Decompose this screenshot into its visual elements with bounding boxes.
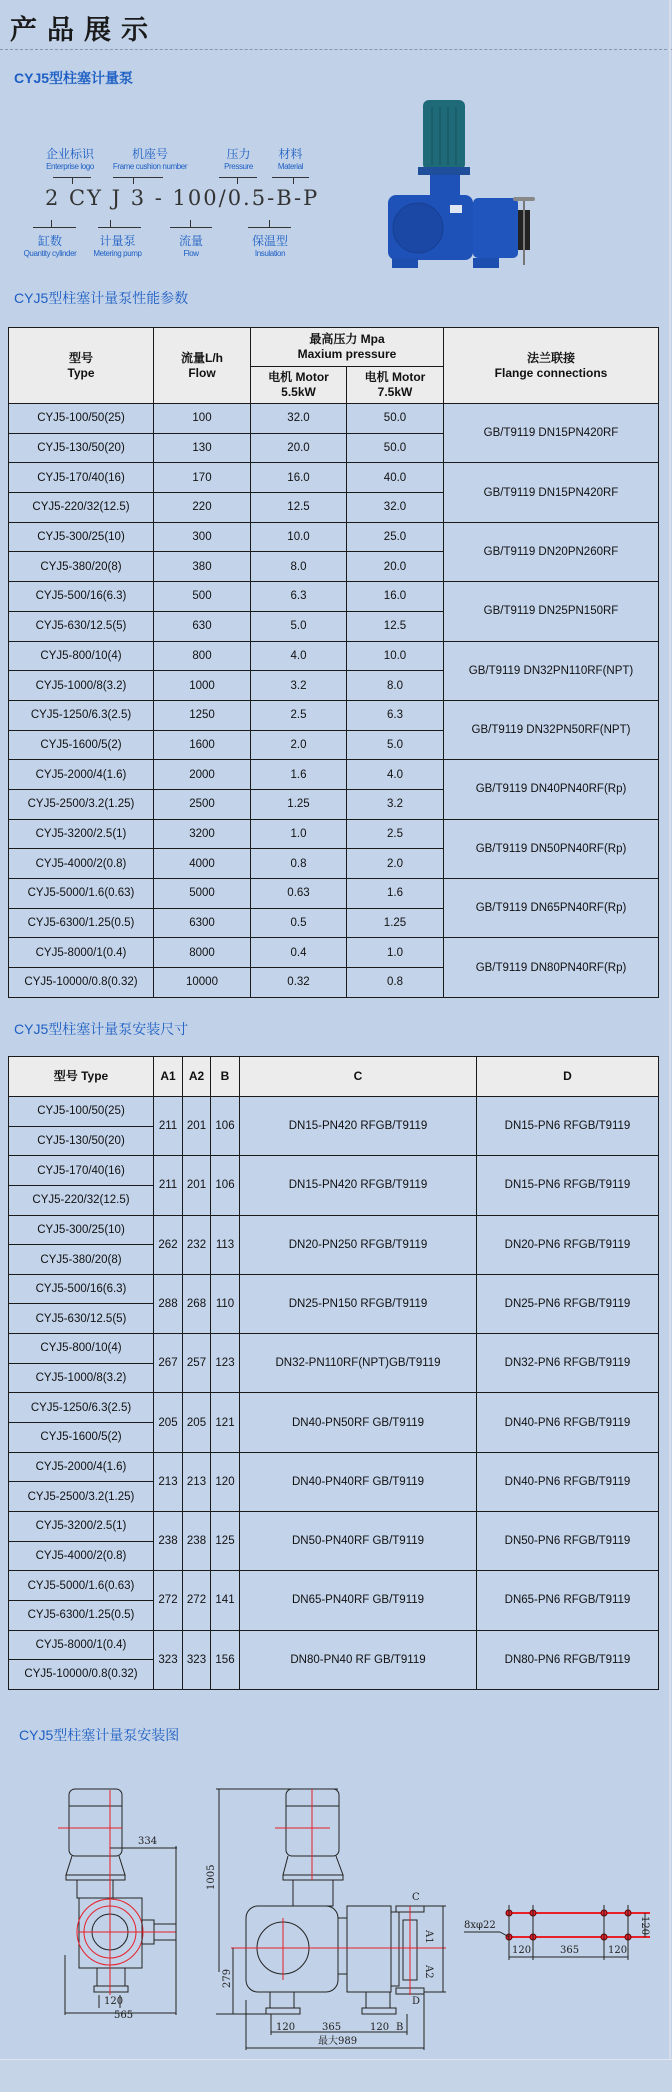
dim-120-d: 120 <box>608 1945 628 1956</box>
cell-a1: 272 <box>154 1571 183 1630</box>
cell-pressure-7-5kw: 2.5 <box>347 819 444 849</box>
cell-type: CYJ5-2000/4(1.6) <box>9 1452 154 1482</box>
model-code-diagram <box>0 140 360 265</box>
dim-b: B <box>396 2022 404 2033</box>
cell-type: CYJ5-2500/3.2(1.25) <box>9 1482 154 1512</box>
label-a1: A1 <box>423 1930 434 1944</box>
cell-type: CYJ5-380/20(8) <box>9 1245 154 1275</box>
drawing-title: CYJ5型柱塞计量泵安装图 <box>19 1727 180 1743</box>
cell-d: DN65-PN6 RFGB/T9119 <box>477 1571 659 1630</box>
cell-b: 125 <box>211 1511 240 1570</box>
table-row <box>9 1156 659 1186</box>
cell-pressure-5-5kw: 0.8 <box>251 849 347 879</box>
cell-type: CYJ5-170/40(16) <box>9 463 154 493</box>
cell-pressure-5-5kw: 5.0 <box>251 611 347 641</box>
cell-type: CYJ5-130/50(20) <box>9 1126 154 1156</box>
cell-pressure-5-5kw: 1.0 <box>251 819 347 849</box>
label-pressure: 压力 Pressure <box>224 147 253 171</box>
cell-pressure-5-5kw: 0.63 <box>251 879 347 909</box>
model-code: 2 CY J 3 - 100/0.5-B-P <box>45 186 320 210</box>
cell-type: CYJ5-300/25(10) <box>9 522 154 552</box>
cell-type: CYJ5-100/50(25) <box>9 404 154 434</box>
cell-pressure-5-5kw: 8.0 <box>251 552 347 582</box>
cell-pressure-5-5kw: 10.0 <box>251 522 347 552</box>
cell-type: CYJ5-3200/2.5(1) <box>9 819 154 849</box>
cell-flange: GB/T9119 DN65PN40RF(Rp) <box>444 879 659 938</box>
cell-a1: 211 <box>154 1097 183 1156</box>
cell-d: DN20-PN6 RFGB/T9119 <box>477 1215 659 1274</box>
cell-b: 110 <box>211 1274 240 1333</box>
table-row <box>9 582 659 612</box>
cell-flow: 130 <box>154 433 251 463</box>
cell-flow: 1000 <box>154 671 251 701</box>
cell-type: CYJ5-1600/5(2) <box>9 1423 154 1453</box>
cell-type: CYJ5-380/20(8) <box>9 552 154 582</box>
label-c: C <box>412 1892 420 1903</box>
cell-pressure-7-5kw: 20.0 <box>347 552 444 582</box>
cell-flange: GB/T9119 DN20PN260RF <box>444 522 659 581</box>
cell-pressure-7-5kw: 6.3 <box>347 700 444 730</box>
cell-d: DN50-PN6 RFGB/T9119 <box>477 1511 659 1570</box>
cell-type: CYJ5-1250/6.3(2.5) <box>9 1393 154 1423</box>
cell-type: CYJ5-2500/3.2(1.25) <box>9 789 154 819</box>
cell-flow: 300 <box>154 522 251 552</box>
cell-flow: 6300 <box>154 908 251 938</box>
col-a2: A2 <box>183 1057 211 1097</box>
table-row <box>9 1097 659 1127</box>
dim-120-b: 120 <box>370 2022 390 2033</box>
col-motor-7-5kw: 电机 Motor 7.5kW <box>347 367 444 404</box>
cell-flow: 4000 <box>154 849 251 879</box>
cell-type: CYJ5-630/12.5(5) <box>9 611 154 641</box>
cell-flow: 100 <box>154 404 251 434</box>
cell-type: CYJ5-800/10(4) <box>9 641 154 671</box>
cell-flow: 5000 <box>154 879 251 909</box>
label-material: 材料 Material <box>277 147 304 171</box>
table-row <box>9 1215 659 1245</box>
performance-table <box>8 327 659 998</box>
col-motor-5-5kw: 电机 Motor 5.5kW <box>251 367 347 404</box>
cell-flow: 2500 <box>154 789 251 819</box>
cell-pressure-7-5kw: 25.0 <box>347 522 444 552</box>
cell-pressure-5-5kw: 0.5 <box>251 908 347 938</box>
cell-b: 156 <box>211 1630 240 1689</box>
cell-a1: 323 <box>154 1630 183 1689</box>
cell-pressure-7-5kw: 40.0 <box>347 463 444 493</box>
cell-pressure-7-5kw: 2.0 <box>347 849 444 879</box>
cell-type: CYJ5-800/10(4) <box>9 1334 154 1364</box>
dim-1005: 1005 <box>206 1864 217 1890</box>
label-frame-number: 机座号 Frame cushion number <box>112 147 188 171</box>
cell-flange: GB/T9119 DN32PN50RF(NPT) <box>444 700 659 759</box>
cell-flange: GB/T9119 DN15PN420RF <box>444 463 659 522</box>
cell-pressure-7-5kw: 50.0 <box>347 404 444 434</box>
dimension-table <box>8 1056 659 1690</box>
cell-a2: 257 <box>183 1334 211 1393</box>
cell-flange: GB/T9119 DN50PN40RF(Rp) <box>444 819 659 878</box>
cell-type: CYJ5-8000/1(0.4) <box>9 1630 154 1660</box>
cell-pressure-5-5kw: 16.0 <box>251 463 347 493</box>
cell-pressure-5-5kw: 12.5 <box>251 493 347 523</box>
table-row <box>9 1571 659 1601</box>
dim-365-a: 365 <box>322 2022 342 2033</box>
cell-type: CYJ5-170/40(16) <box>9 1156 154 1186</box>
label-d: D <box>412 1996 421 2007</box>
cell-d: DN40-PN6 RFGB/T9119 <box>477 1452 659 1511</box>
dim-120-a: 120 <box>276 2022 296 2033</box>
table-row <box>9 1630 659 1660</box>
col-type: 型号 Type <box>9 1057 154 1097</box>
cell-pressure-5-5kw: 3.2 <box>251 671 347 701</box>
cell-a1: 211 <box>154 1156 183 1215</box>
cell-c: DN25-PN150 RFGB/T9119 <box>240 1274 477 1333</box>
col-flange: 法兰联接 Flange connections <box>444 328 659 404</box>
dim-120-e: 120 <box>639 1916 650 1936</box>
cell-flow: 1600 <box>154 730 251 760</box>
divider <box>0 49 672 50</box>
cell-a2: 201 <box>183 1156 211 1215</box>
table-row <box>9 404 659 434</box>
cell-flow: 1250 <box>154 700 251 730</box>
cell-type: CYJ5-10000/0.8(0.32) <box>9 968 154 998</box>
cell-type: CYJ5-100/50(25) <box>9 1097 154 1127</box>
cell-pressure-5-5kw: 20.0 <box>251 433 347 463</box>
cell-flow: 170 <box>154 463 251 493</box>
cell-c: DN15-PN420 RFGB/T9119 <box>240 1097 477 1156</box>
cell-c: DN32-PN110RF(NPT)GB/T9119 <box>240 1334 477 1393</box>
cell-c: DN80-PN40 RF GB/T9119 <box>240 1630 477 1689</box>
cell-flow: 10000 <box>154 968 251 998</box>
table-row <box>9 522 659 552</box>
label-a2: A2 <box>423 1965 434 1979</box>
cell-type: CYJ5-1000/8(3.2) <box>9 671 154 701</box>
pump-product-image <box>380 95 540 270</box>
cell-type: CYJ5-300/25(10) <box>9 1215 154 1245</box>
cell-a2: 205 <box>183 1393 211 1452</box>
col-b: B <box>211 1057 240 1097</box>
cell-flow: 380 <box>154 552 251 582</box>
cell-pressure-7-5kw: 0.8 <box>347 968 444 998</box>
cell-c: DN40-PN50RF GB/T9119 <box>240 1393 477 1452</box>
cell-flow: 3200 <box>154 819 251 849</box>
cell-pressure-5-5kw: 1.25 <box>251 789 347 819</box>
cell-b: 106 <box>211 1156 240 1215</box>
col-d: D <box>477 1057 659 1097</box>
page-title: 产品展示 <box>10 15 158 46</box>
col-max-pressure: 最高压力 Mpa Maxium pressure <box>251 328 444 367</box>
cell-pressure-7-5kw: 8.0 <box>347 671 444 701</box>
cell-type: CYJ5-6300/1.25(0.5) <box>9 908 154 938</box>
cell-d: DN80-PN6 RFGB/T9119 <box>477 1630 659 1689</box>
label-metering-pump: 计量泵 Metering pump <box>93 234 142 258</box>
cell-flow: 500 <box>154 582 251 612</box>
cell-a1: 213 <box>154 1452 183 1511</box>
cell-a1: 238 <box>154 1511 183 1570</box>
cell-type: CYJ5-5000/1.6(0.63) <box>9 1571 154 1601</box>
cell-type: CYJ5-1250/6.3(2.5) <box>9 700 154 730</box>
cell-a2: 238 <box>183 1511 211 1570</box>
product-heading: CYJ5型柱塞计量泵 <box>14 70 134 86</box>
table-row <box>9 1274 659 1304</box>
cell-b: 106 <box>211 1097 240 1156</box>
dim-120-left: 120 <box>104 1996 124 2007</box>
cell-b: 141 <box>211 1571 240 1630</box>
cell-pressure-7-5kw: 5.0 <box>347 730 444 760</box>
cell-pressure-7-5kw: 32.0 <box>347 493 444 523</box>
table-row <box>9 1334 659 1364</box>
cell-pressure-7-5kw: 3.2 <box>347 789 444 819</box>
cell-b: 121 <box>211 1393 240 1452</box>
side-view-drawing <box>58 1789 177 2015</box>
installation-drawing <box>0 1780 672 2055</box>
cell-b: 113 <box>211 1215 240 1274</box>
cell-a2: 323 <box>183 1630 211 1689</box>
label-insulation: 保温型 Insulation <box>251 234 288 258</box>
cell-flow: 8000 <box>154 938 251 968</box>
cell-type: CYJ5-130/50(20) <box>9 433 154 463</box>
right-border <box>669 0 671 2060</box>
cell-flow: 220 <box>154 493 251 523</box>
col-a1: A1 <box>154 1057 183 1097</box>
cell-type: CYJ5-220/32(12.5) <box>9 493 154 523</box>
cell-c: DN40-PN40RF GB/T9119 <box>240 1452 477 1511</box>
cell-pressure-5-5kw: 2.0 <box>251 730 347 760</box>
table-row <box>9 700 659 730</box>
cell-b: 123 <box>211 1334 240 1393</box>
dim-table-title: CYJ5型柱塞计量泵安装尺寸 <box>14 1021 189 1037</box>
table-row <box>9 641 659 671</box>
table-row <box>9 463 659 493</box>
cell-type: CYJ5-500/16(6.3) <box>9 582 154 612</box>
cell-flange: GB/T9119 DN15PN420RF <box>444 404 659 463</box>
cell-flow: 800 <box>154 641 251 671</box>
dim-334: 334 <box>138 1836 158 1847</box>
cell-d: DN25-PN6 RFGB/T9119 <box>477 1274 659 1333</box>
table-row <box>9 760 659 790</box>
cell-c: DN65-PN40RF GB/T9119 <box>240 1571 477 1630</box>
cell-type: CYJ5-5000/1.6(0.63) <box>9 879 154 909</box>
cell-pressure-7-5kw: 10.0 <box>347 641 444 671</box>
perf-table-title: CYJ5型柱塞计量泵性能参数 <box>14 290 189 306</box>
label-holes: 8xφ22 <box>464 1920 496 1931</box>
cell-pressure-7-5kw: 4.0 <box>347 760 444 790</box>
cell-a2: 213 <box>183 1452 211 1511</box>
cell-pressure-5-5kw: 2.5 <box>251 700 347 730</box>
cell-a2: 232 <box>183 1215 211 1274</box>
cell-type: CYJ5-1000/8(3.2) <box>9 1363 154 1393</box>
label-enterprise-logo: 企业标识 Enterprise logo <box>45 147 94 171</box>
cell-d: DN40-PN6 RFGB/T9119 <box>477 1393 659 1452</box>
front-view-drawing <box>216 1789 446 2050</box>
col-type: 型号 Type <box>9 328 154 404</box>
cell-flow: 2000 <box>154 760 251 790</box>
table-row <box>9 1452 659 1482</box>
dim-279: 279 <box>222 1968 233 1988</box>
cell-a1: 267 <box>154 1334 183 1393</box>
cell-pressure-7-5kw: 1.0 <box>347 938 444 968</box>
label-flow: 流量 Flow <box>178 234 203 258</box>
table-row <box>9 819 659 849</box>
cell-pressure-5-5kw: 0.32 <box>251 968 347 998</box>
cell-a2: 268 <box>183 1274 211 1333</box>
cell-c: DN50-PN40RF GB/T9119 <box>240 1511 477 1570</box>
dim-365-b: 365 <box>560 1945 580 1956</box>
cell-type: CYJ5-8000/1(0.4) <box>9 938 154 968</box>
cell-type: CYJ5-4000/2(0.8) <box>9 1541 154 1571</box>
cell-pressure-5-5kw: 32.0 <box>251 404 347 434</box>
cell-a1: 262 <box>154 1215 183 1274</box>
cell-pressure-5-5kw: 6.3 <box>251 582 347 612</box>
cell-type: CYJ5-2000/4(1.6) <box>9 760 154 790</box>
cell-type: CYJ5-3200/2.5(1) <box>9 1511 154 1541</box>
cell-flow: 630 <box>154 611 251 641</box>
table-row <box>9 1393 659 1423</box>
cell-pressure-5-5kw: 4.0 <box>251 641 347 671</box>
footer-band <box>0 2059 672 2092</box>
cell-pressure-7-5kw: 1.6 <box>347 879 444 909</box>
col-flow: 流量L/h Flow <box>154 328 251 404</box>
cell-type: CYJ5-500/16(6.3) <box>9 1274 154 1304</box>
table-row <box>9 879 659 909</box>
cell-b: 120 <box>211 1452 240 1511</box>
cell-a1: 205 <box>154 1393 183 1452</box>
table-row <box>9 938 659 968</box>
cell-flange: GB/T9119 DN40PN40RF(Rp) <box>444 760 659 819</box>
col-c: C <box>240 1057 477 1097</box>
dim-120-c: 120 <box>512 1945 532 1956</box>
cell-flange: GB/T9119 DN25PN150RF <box>444 582 659 641</box>
dim-565: 565 <box>114 2010 134 2021</box>
table-row <box>9 1511 659 1541</box>
cell-pressure-7-5kw: 50.0 <box>347 433 444 463</box>
cell-type: CYJ5-10000/0.8(0.32) <box>9 1660 154 1690</box>
cell-a1: 288 <box>154 1274 183 1333</box>
cell-c: DN20-PN250 RFGB/T9119 <box>240 1215 477 1274</box>
cell-flange: GB/T9119 DN80PN40RF(Rp) <box>444 938 659 997</box>
cell-d: DN15-PN6 RFGB/T9119 <box>477 1156 659 1215</box>
cell-pressure-5-5kw: 0.4 <box>251 938 347 968</box>
cell-pressure-7-5kw: 16.0 <box>347 582 444 612</box>
cell-a2: 272 <box>183 1571 211 1630</box>
dim-max-989: 最大989 <box>318 2036 358 2047</box>
cell-pressure-5-5kw: 1.6 <box>251 760 347 790</box>
cell-pressure-7-5kw: 1.25 <box>347 908 444 938</box>
cell-flange: GB/T9119 DN32PN110RF(NPT) <box>444 641 659 700</box>
cell-type: CYJ5-1600/5(2) <box>9 730 154 760</box>
cell-a2: 201 <box>183 1097 211 1156</box>
cell-d: DN32-PN6 RFGB/T9119 <box>477 1334 659 1393</box>
cell-type: CYJ5-630/12.5(5) <box>9 1304 154 1334</box>
cell-c: DN15-PN420 RFGB/T9119 <box>240 1156 477 1215</box>
cell-type: CYJ5-6300/1.25(0.5) <box>9 1600 154 1630</box>
label-quantity-cylinder: 缸数 Quantity cylinder <box>23 234 77 258</box>
cell-type: CYJ5-220/32(12.5) <box>9 1185 154 1215</box>
cell-type: CYJ5-4000/2(0.8) <box>9 849 154 879</box>
cell-pressure-7-5kw: 12.5 <box>347 611 444 641</box>
cell-d: DN15-PN6 RFGB/T9119 <box>477 1097 659 1156</box>
